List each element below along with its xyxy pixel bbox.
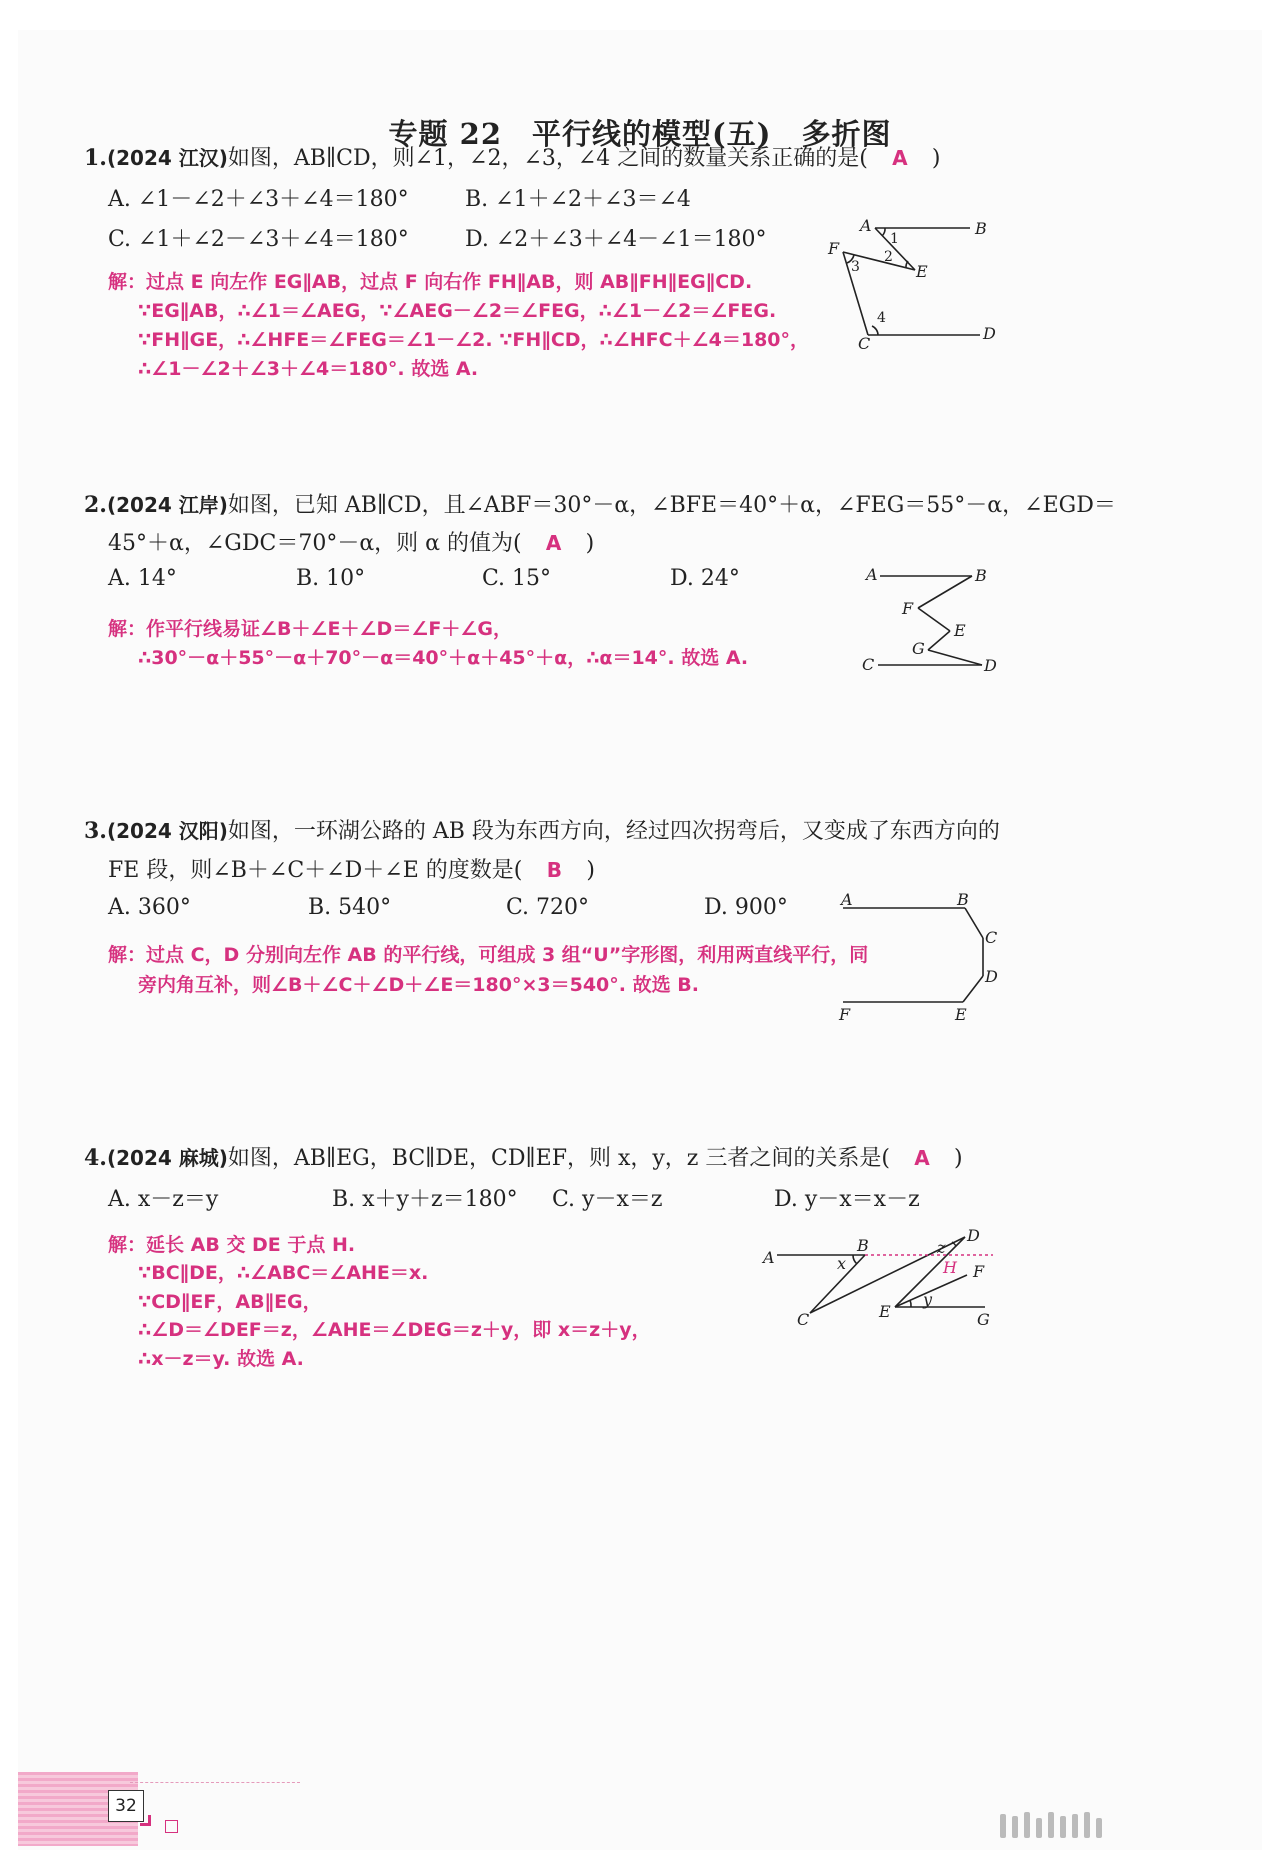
point-a-label: A [860, 216, 872, 235]
q2-option-b: B. 10° [296, 566, 366, 591]
question-3-stem: 3.(2024 汉阳)如图，一环湖公路的 AB 段为东西方向，经过四次拐弯后，又变成了东西方向的 [84, 818, 1000, 844]
point-b-label: B [857, 1236, 869, 1255]
q3-solution-line: 旁内角互补，则∠B＋∠C＋∠D＋∠E＝180°×3＝540°. 故选 B. [138, 974, 699, 996]
q4-figure [755, 1225, 1000, 1335]
point-g-label: G [912, 639, 925, 658]
q3-figure [835, 890, 1005, 1025]
point-b-label: B [975, 566, 987, 585]
point-c-label: C [862, 655, 875, 674]
q1-solution-line: ∴∠1－∠2＋∠3＋∠4＝180°. 故选 A. [138, 358, 479, 380]
q1-solution-line: ∵EG∥AB，∴∠1＝∠AEG，∵∠AEG－∠2＝∠FEG，∴∠1－∠2＝∠FEG. [138, 300, 777, 322]
q4-solution-line: ∴∠D＝∠DEF＝z，∠AHE＝∠DEG＝z＋y，即 x＝z＋y， [138, 1319, 651, 1341]
point-a-label: A [763, 1248, 775, 1267]
point-d-label: D [985, 967, 998, 986]
answer-2: A [545, 531, 562, 555]
q4-option-c: C. y－x＝z [552, 1187, 663, 1212]
q2-option-d: D. 24° [670, 566, 740, 591]
angle-z-label: z [937, 1238, 946, 1257]
q3-option-a: A. 360° [108, 895, 191, 920]
point-b-label: B [975, 219, 987, 238]
q3-solution-line: 解：过点 C，D 分别向左作 AB 的平行线，可组成 3 组“U”字形图，利用两直线平行，同 [108, 944, 869, 966]
point-h-label: H [943, 1258, 957, 1277]
point-c-label: C [797, 1310, 810, 1329]
point-g-label: G [977, 1310, 990, 1329]
point-f-label: F [973, 1262, 985, 1281]
angle-x-label: x [837, 1254, 847, 1273]
page-number: 32 [108, 1790, 144, 1822]
answer-4: A [914, 1146, 930, 1170]
q4-solution-line: ∴x－z＝y. 故选 A. [138, 1348, 304, 1370]
answer-1: A [892, 146, 908, 170]
point-e-label: E [916, 262, 928, 281]
answer-3: B [546, 858, 562, 882]
point-d-label: D [967, 1226, 980, 1245]
q1-solution-line: ∵FH∥GE，∴∠HFE＝∠FEG＝∠1－∠2. ∵FH∥CD，∴∠HFC＋∠4＝180°， [138, 329, 810, 351]
footer-divider [130, 1782, 300, 1783]
q1-option-a: A. ∠1－∠2＋∠3＋∠4＝180° [108, 187, 409, 212]
q3-option-d: D. 900° [704, 895, 788, 920]
point-f-label: F [839, 1005, 851, 1024]
q4-solution-line: ∵CD∥EF，AB∥EG， [138, 1291, 322, 1313]
point-e-label: E [955, 1005, 967, 1024]
q3-option-c: C. 720° [506, 895, 590, 920]
q1-solution-line: 解：过点 E 向左作 EG∥AB，过点 F 向右作 FH∥AB，则 AB∥FH∥EG∥CD. [108, 271, 753, 293]
question-2-stem: 2.(2024 江岸)如图，已知 AB∥CD，且∠ABF＝30°－α，∠BFE＝40°＋α，∠FEG＝55°－α，∠EGD＝ [84, 492, 1116, 518]
question-1-stem: 1.(2024 江汉)如图，AB∥CD，则∠1，∠2，∠3，∠4 之间的数量关系正确的是( A ) [84, 145, 941, 171]
point-c-label: C [985, 928, 998, 947]
q4-option-b: B. x＋y＋z＝180° [332, 1187, 518, 1212]
point-a-label: A [866, 565, 878, 584]
q2-option-c: C. 15° [482, 566, 552, 591]
footer-square-icon [165, 1820, 178, 1833]
point-e-label: E [879, 1302, 891, 1321]
point-c-label: C [858, 334, 871, 353]
point-d-label: D [984, 656, 997, 675]
q2-solution-line: 解：作平行线易证∠B＋∠E＋∠D＝∠F＋∠G， [108, 618, 512, 640]
q4-solution-line: ∵BC∥DE，∴∠ABC＝∠AHE＝x. [138, 1262, 429, 1284]
question-2-stem-cont: 45°＋α，∠GDC＝70°－α，则 α 的值为( A ) [108, 528, 594, 559]
q2-solution-line: ∴30°－α＋55°－α＋70°－α＝40°＋α＋45°＋α，∴α＝14°. 故选 A. [138, 647, 749, 669]
point-f-label: F [902, 599, 914, 618]
q1-figure [820, 215, 1010, 355]
angle-4-label: 4 [877, 310, 886, 326]
q1-option-b: B. ∠1＋∠2＋∠3＝∠4 [465, 187, 691, 212]
point-d-label: D [983, 324, 996, 343]
q4-option-d: D. y－x＝x－z [774, 1187, 920, 1212]
angle-2-label: 2 [884, 249, 893, 265]
barcode-icon [1000, 1812, 1102, 1838]
point-a-label: A [841, 890, 853, 909]
angle-1-label: 1 [890, 231, 899, 247]
point-b-label: B [957, 890, 969, 909]
angle-y-label: y [923, 1290, 933, 1309]
q1-option-d: D. ∠2＋∠3＋∠4－∠1＝180° [465, 227, 767, 252]
point-e-label: E [954, 621, 966, 640]
question-4-stem: 4.(2024 麻城)如图，AB∥EG，BC∥DE，CD∥EF，则 x，y，z 三者之间的关系是( A ) [84, 1145, 963, 1171]
q3-option-b: B. 540° [308, 895, 392, 920]
q2-option-a: A. 14° [108, 566, 177, 591]
page-title: 专题 22 平行线的模型(五) 多折图 [388, 117, 892, 151]
q1-option-c: C. ∠1＋∠2－∠3＋∠4＝180° [108, 227, 409, 252]
q4-solution-line: 解：延长 AB 交 DE 于点 H. [108, 1234, 356, 1256]
q4-option-a: A. x－z＝y [108, 1187, 219, 1212]
page-number-accent [140, 1815, 151, 1826]
q2-figure [860, 563, 1000, 678]
point-f-label: F [828, 239, 840, 258]
question-3-stem-cont: FE 段，则∠B＋∠C＋∠D＋∠E 的度数是( B ) [108, 855, 595, 886]
angle-3-label: 3 [851, 259, 860, 275]
